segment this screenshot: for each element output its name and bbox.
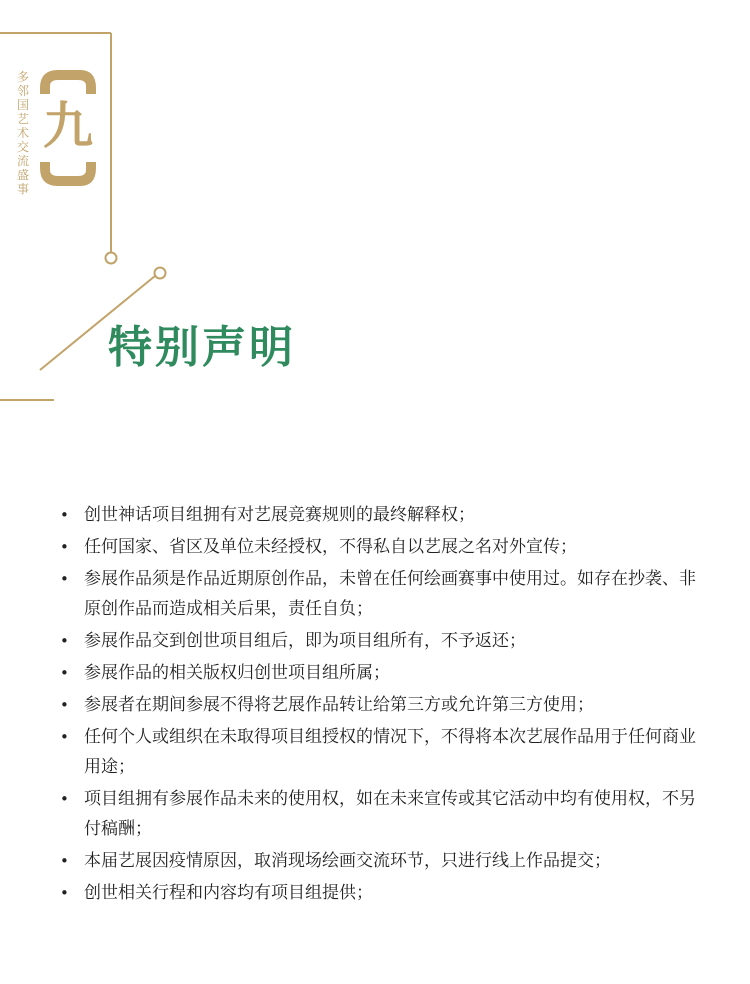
page-title: 特别声明 <box>108 322 296 373</box>
list-item <box>58 690 708 720</box>
list-item <box>58 626 708 656</box>
bullet-icon: • <box>60 506 69 524</box>
notice-list <box>58 500 708 910</box>
bullet-icon: • <box>60 884 69 902</box>
bullet-icon: • <box>60 632 69 650</box>
notice-text: 参展作品的相关版权归创世项目组所属； <box>84 663 390 683</box>
notice-text: 本届艺展因疫情原因，取消现场绘画交流环节，只进行线上作品提交； <box>84 851 611 871</box>
notice-text: 参展作品须是作品近期原创作品，未曾在任何绘画赛事中使用过。如存在抄袭、非原创作品而造成相关后果，责任自负； <box>84 569 696 619</box>
frame-circle-bottom <box>106 253 117 264</box>
list-item <box>58 500 708 530</box>
bullet-icon: • <box>60 790 69 808</box>
list-item <box>58 564 708 624</box>
list-item <box>58 658 708 688</box>
frame-circle-diagonal <box>155 268 166 279</box>
notice-text: 任何国家、省区及单位未经授权，不得私自以艺展之名对外宣传； <box>84 537 577 557</box>
bullet-icon: • <box>60 570 69 588</box>
list-item <box>58 846 708 876</box>
list-item <box>58 722 708 782</box>
list-item <box>58 878 708 908</box>
bullet-icon: • <box>60 664 69 682</box>
bullet-icon: • <box>60 728 69 746</box>
notice-text: 创世相关行程和内容均有项目组提供； <box>84 883 373 903</box>
list-item <box>58 532 708 562</box>
notice-text: 参展者在期间参展不得将艺展作品转让给第三方或允许第三方使用； <box>84 695 594 715</box>
chapter-badge <box>36 68 100 188</box>
notice-text: 创世神话项目组拥有对艺展竞赛规则的最终解释权； <box>84 505 475 525</box>
bullet-icon: • <box>60 696 69 714</box>
bullet-icon: • <box>60 852 69 870</box>
notice-text: 项目组拥有参展作品未来的使用权，如在未来宣传或其它活动中均有使用权，不另付稿酬； <box>84 789 696 839</box>
bullet-icon: • <box>60 538 69 556</box>
chapter-number: 九 <box>43 97 93 155</box>
list-item <box>58 784 708 844</box>
vertical-caption: 多邻国艺术交流盛事 <box>16 70 29 196</box>
notice-text: 参展作品交到创世项目组后，即为项目组所有，不予返还； <box>84 631 526 651</box>
notice-text: 任何个人或组织在未取得项目组授权的情况下，不得将本次艺展作品用于任何商业用途； <box>84 727 696 777</box>
